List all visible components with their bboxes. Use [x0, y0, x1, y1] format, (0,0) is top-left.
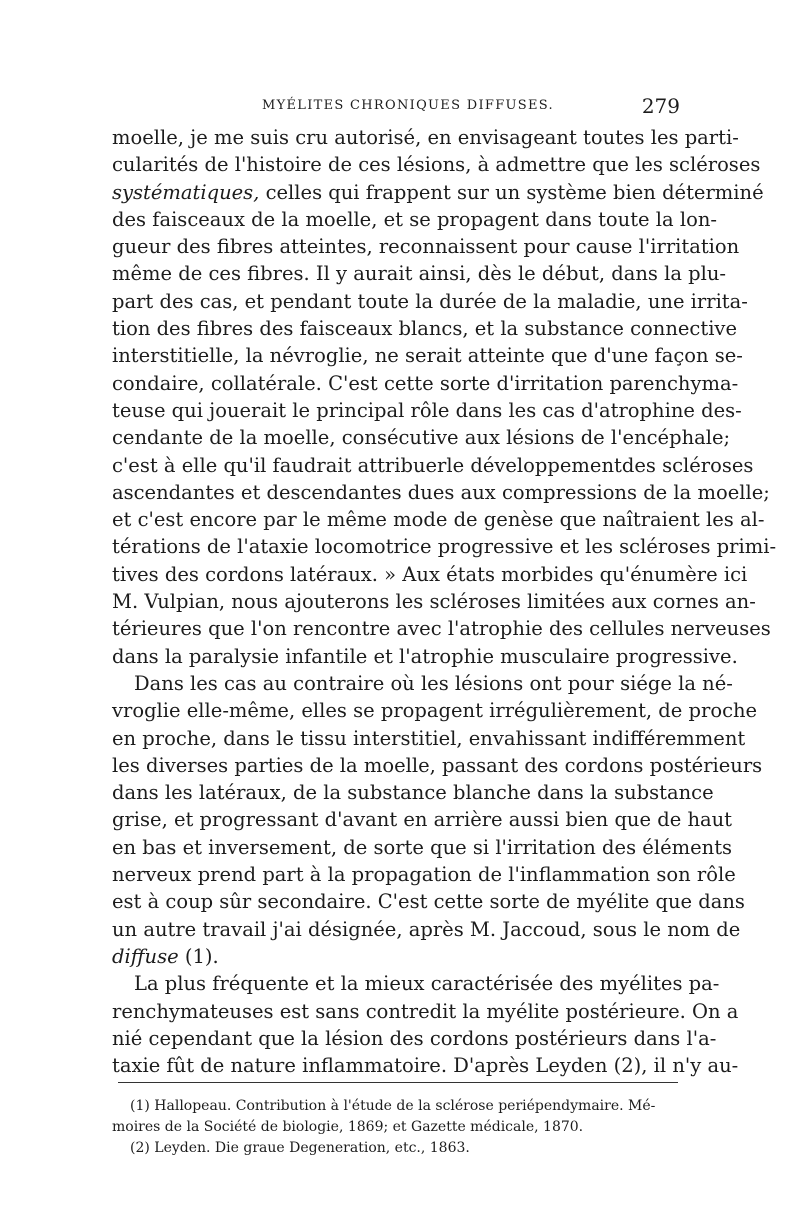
text-line: en bas et inversement, de sorte que si l'irritation des éléments — [112, 835, 733, 859]
footnotes — [112, 1096, 684, 1159]
footnote-1-line-1: (1) Hallopeau. Contribution à l'étude de la sclérose periépendymaire. Mé- — [130, 1098, 656, 1114]
footnote-1-line-2: moires de la Société de biologie, 1869; et Gazette médicale, 1870. — [112, 1119, 584, 1135]
text-line: cularités de l'histoire de ces lésions, à admettre que les scléroses — [112, 153, 761, 177]
text-line: même de ces fibres. Il y aurait ainsi, dès le début, dans la plu- — [112, 262, 727, 286]
text-line — [112, 943, 684, 970]
text-line: un autre travail j'ai désignée, après M. Jaccoud, sous le nom de — [112, 917, 741, 941]
text-line: cendante de la moelle, consécutive aux lésions de l'encéphale; — [112, 426, 731, 450]
text-line: gueur des fibres atteintes, reconnaissent pour cause l'irritation — [112, 235, 740, 259]
page-number: 279 — [641, 94, 680, 118]
text-line: dans les latéraux, de la substance blanche dans la substance — [112, 781, 714, 805]
text-line: dans la paralysie infantile et l'atrophie musculaire progressive. — [112, 644, 738, 668]
body-text — [112, 124, 777, 1079]
text-line — [112, 179, 764, 206]
text-line: teuse qui jouerait le principal rôle dans les cas d'atrophine des- — [112, 398, 742, 422]
text-line: les diverses parties de la moelle, passant des cordons postérieurs — [112, 753, 763, 777]
text-line: des faisceaux de la moelle, et se propagent dans toute la lon- — [112, 207, 717, 231]
text-line: c'est à elle qu'il faudrait attribuerle développementdes scléroses — [112, 453, 754, 477]
text-line: grise, et progressant d'avant en arrière aussi bien que de haut — [112, 808, 733, 832]
text-line: et c'est encore par le même mode de genèse que naîtraient les al- — [112, 508, 765, 532]
text-line: tives des cordons latéraux. » Aux états morbides qu'énumère ici — [112, 562, 748, 586]
italic-term: systématiques, — [112, 180, 260, 204]
text-line: nerveux prend part à la propagation de l'inflammation son rôle — [112, 863, 736, 887]
text-line: est à coup sûr secondaire. C'est cette sorte de myélite que dans — [112, 890, 745, 914]
page-header — [112, 94, 680, 124]
text-line: térations de l'ataxie locomotrice progressive et les scléroses primi- — [112, 535, 777, 559]
text-line: vroglie elle-même, elles se propagent irrégulièrement, de proche — [112, 699, 758, 723]
text-line: renchymateuses est sans contredit la myélite postérieure. On a — [112, 999, 739, 1023]
text-line: térieures que l'on rencontre avec l'atrophie des cellules nerveuses — [112, 617, 771, 641]
text-line: tion des fibres des faisceaux blancs, et la substance connective — [112, 317, 737, 341]
text-line: moelle, je me suis cru autorisé, en envisageant toutes les parti- — [112, 126, 739, 149]
text-line: part des cas, et pendant toute la durée de la maladie, une irrita- — [112, 289, 748, 313]
footnote-2: (2) Leyden. Die graue Degeneration, etc., 1863. — [130, 1140, 470, 1156]
text-line: ascendantes et descendantes dues aux compressions de la moelle; — [112, 480, 770, 504]
italic-term: diffuse — [112, 944, 179, 968]
text-line: condaire, collatérale. C'est cette sorte d'irritation parenchyma- — [112, 371, 739, 395]
text-line: interstitielle, la névroglie, ne serait atteinte que d'une façon se- — [112, 344, 743, 368]
text-line: taxie fût de nature inflammatoire. D'après Leyden (2), il n'y au- — [112, 1054, 739, 1078]
footnote-ref: (1). — [178, 944, 219, 968]
text-line: La plus fréquente et la mieux caractérisée des myélites pa- — [134, 972, 720, 996]
running-head: MYÉLITES CHRONIQUES DIFFUSES. — [262, 98, 554, 113]
footnote-divider — [118, 1082, 678, 1083]
text-line: Dans les cas au contraire où les lésions ont pour siége la né- — [134, 671, 733, 695]
text-span: celles qui frappent sur un système bien déterminé — [259, 180, 764, 204]
text-line: en proche, dans le tissu interstitiel, envahissant indifféremment — [112, 726, 746, 750]
text-line: M. Vulpian, nous ajouterons les scléroses limitées aux cornes an- — [112, 590, 756, 614]
text-line: nié cependant que la lésion des cordons postérieurs dans l'a- — [112, 1026, 717, 1050]
